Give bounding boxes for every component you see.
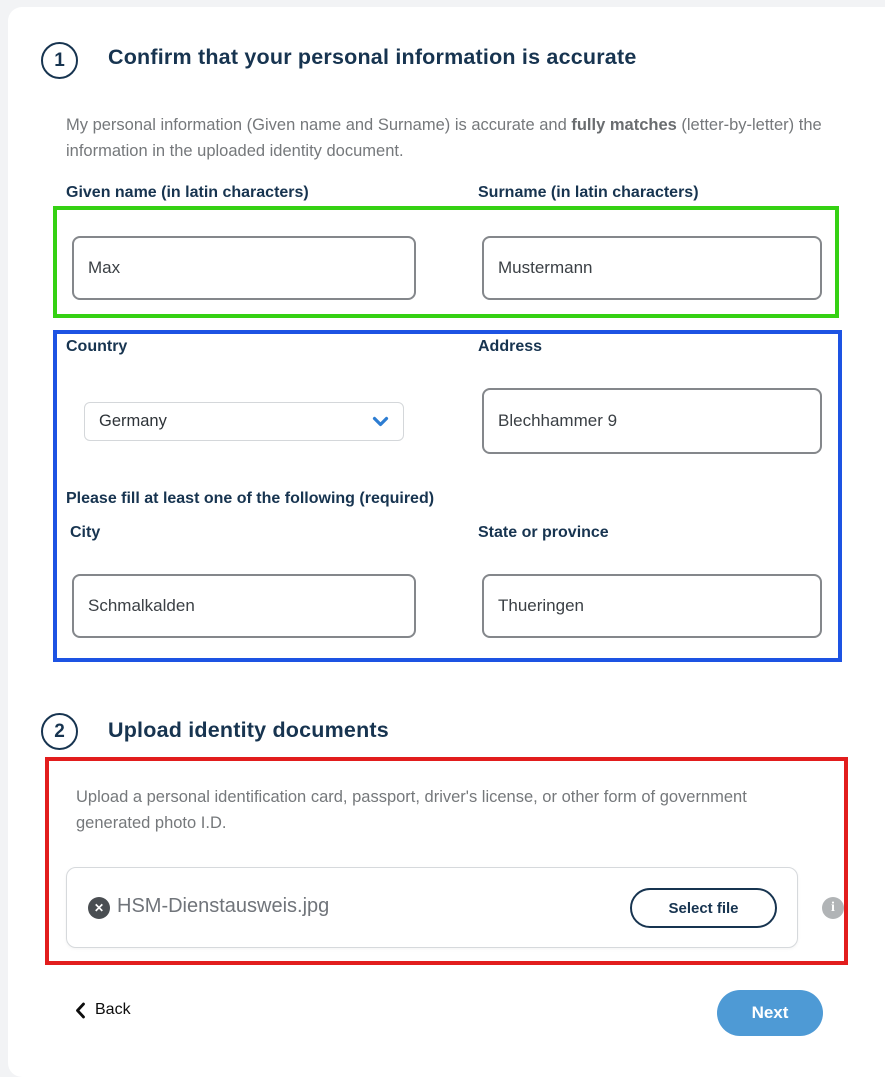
city-input[interactable] (72, 574, 416, 638)
step-1-title: Confirm that your personal information is accurate (108, 45, 637, 69)
address-input[interactable] (482, 388, 822, 454)
uploaded-file-name: HSM-Dienstausweis.jpg (117, 895, 330, 917)
step-1-description-bold: fully matches (571, 116, 677, 134)
step-2-title: Upload identity documents (108, 718, 389, 742)
step-1-description-prefix: My personal information (Given name and Surname) is accurate and (66, 116, 572, 134)
country-label: Country (66, 338, 128, 355)
city-label: City (70, 524, 101, 541)
surname-input[interactable] (482, 236, 822, 300)
given-name-input[interactable] (72, 236, 416, 300)
given-name-label: Given name (in latin characters) (66, 184, 309, 201)
address-label: Address (478, 338, 543, 355)
chevron-down-icon (372, 416, 389, 427)
step-2-number-badge (41, 713, 78, 750)
surname-label: Surname (in latin characters) (478, 184, 699, 201)
next-button[interactable]: Next (717, 990, 823, 1036)
country-select[interactable] (84, 402, 404, 441)
step-2-description: Upload a personal identification card, passport, driver's license, or other form of government generated photo I.D. (76, 788, 747, 832)
chevron-left-icon (75, 1002, 86, 1019)
step-1-number: 1 (54, 49, 65, 71)
step-1-description (66, 112, 824, 164)
remove-file-icon[interactable]: ✕ (88, 897, 110, 919)
state-label: State or province (478, 524, 609, 541)
select-file-button[interactable]: Select file (630, 888, 777, 928)
step-1-number-badge (41, 42, 78, 79)
info-icon[interactable]: i (822, 897, 844, 919)
step-2-number: 2 (54, 720, 65, 742)
state-input[interactable] (482, 574, 822, 638)
back-button[interactable] (75, 1001, 131, 1019)
back-label: Back (95, 1001, 131, 1018)
step-1-description-suffix: (letter-by-letter) the information in the uploaded identity document. (66, 116, 822, 160)
required-note: Please fill at least one of the following (required) (66, 490, 435, 507)
country-select-value: Germany (99, 412, 167, 430)
